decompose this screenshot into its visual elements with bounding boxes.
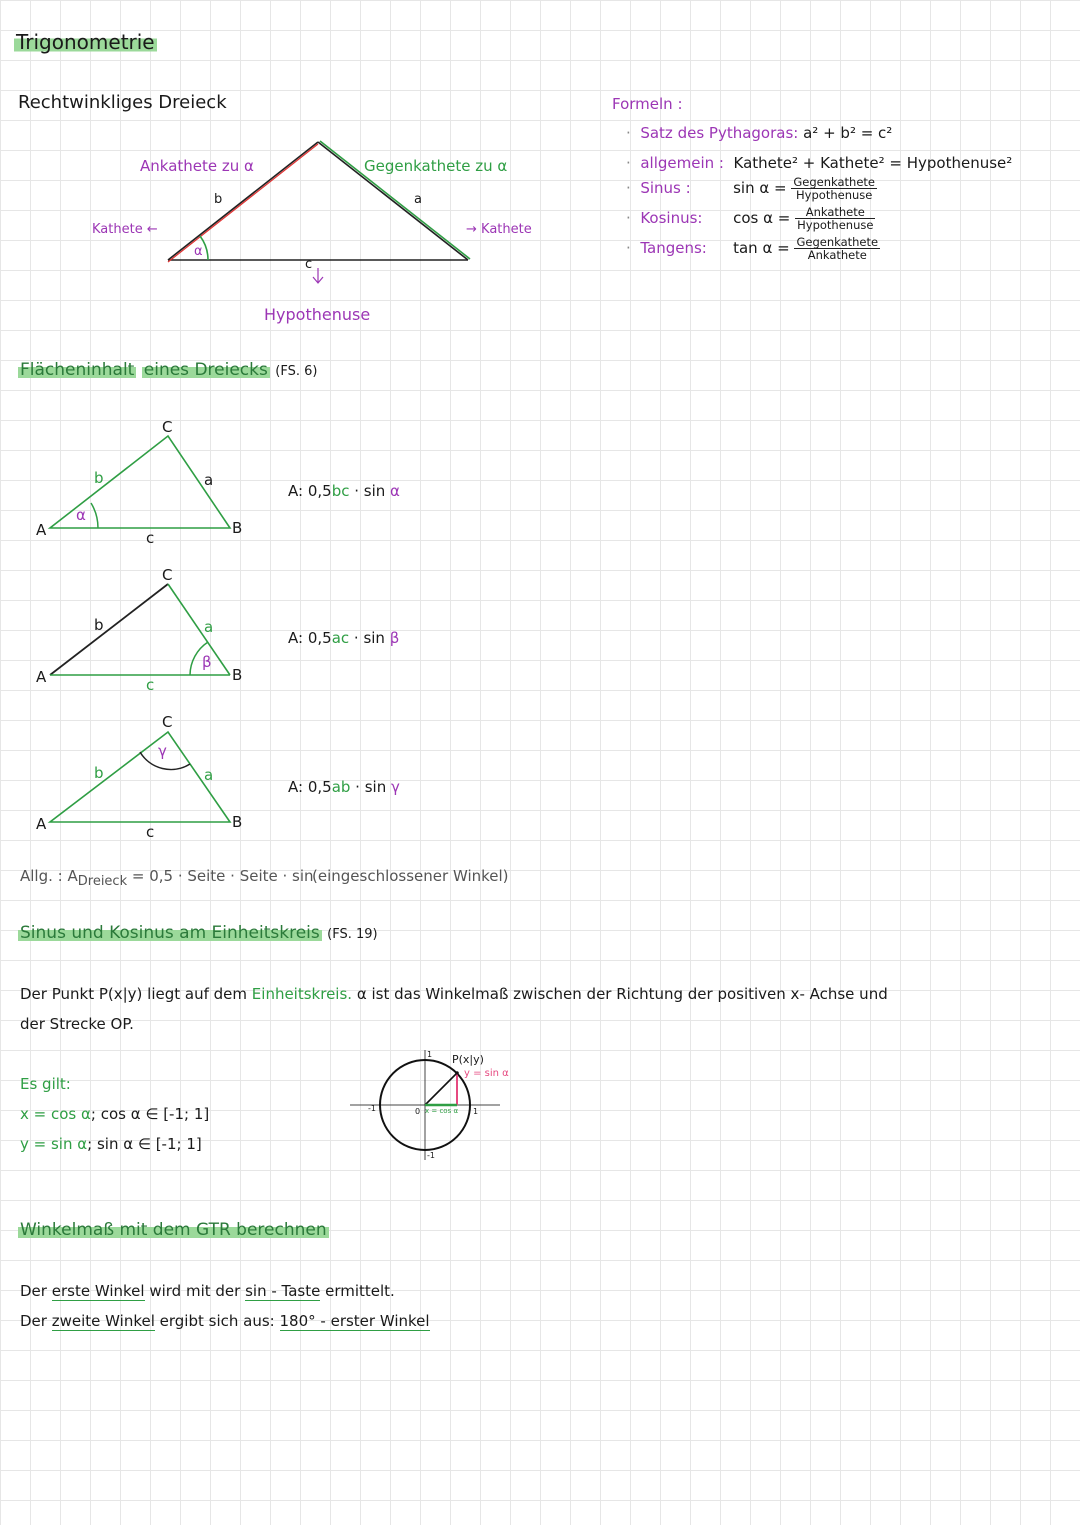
triangle-2-formula-angle: β <box>389 629 400 647</box>
triangle-3-formula-mid: · sin <box>350 778 391 796</box>
x-cos-label: x = cos α <box>425 1107 459 1115</box>
triangle-2-side-b: b <box>94 616 104 634</box>
area-general-note: (eingeschlossener Winkel) <box>312 867 509 885</box>
side-b-label: b <box>214 192 223 207</box>
formula-tangens: · Tangens: tan α = $\frac{\text{Gegenkathete}}{\text{Ankathete}}$ <box>626 235 879 263</box>
triangle-3-angle: γ <box>158 742 167 760</box>
triangle-1-formula-mid: · sin <box>349 482 391 500</box>
triangle-3-formula-prefix: A: 0,5 <box>288 778 332 796</box>
y-sin-label: y = sin α <box>464 1068 509 1079</box>
triangle-1-formula-angle: α <box>390 482 400 500</box>
tick-x-pos: 1 <box>473 1107 479 1116</box>
x-def: x = cos α <box>20 1105 91 1123</box>
formula-tangens-den: Ankathete <box>807 248 867 263</box>
formula-pythagoras: · Satz des Pythagoras: a² + b² = c² <box>626 124 893 142</box>
point-p-label: P(x|y) <box>452 1053 484 1066</box>
triangle-3-formula-sides: ab <box>331 778 351 796</box>
triangle-1-formula-sides: bc <box>331 482 350 500</box>
triangle-2-formula-sides: ac <box>331 629 350 647</box>
gtr-line2-a: Der <box>20 1312 47 1330</box>
gtr-line2-d: 180° - erster Winkel <box>279 1312 430 1330</box>
label-gegenkathete: Gegenkathete zu α <box>364 157 508 175</box>
formula-general-name: allgemein : <box>640 154 724 172</box>
page-title: Trigonometrie <box>16 30 155 54</box>
triangle-1-vertex-c: C <box>162 418 173 436</box>
radius-op <box>425 1073 457 1105</box>
gtr-line1-b: erste Winkel <box>51 1282 145 1300</box>
triangle-2-formula-prefix: A: 0,5 <box>288 629 332 647</box>
unit-circle-text-line2: der Strecke OP. <box>20 1015 134 1033</box>
gtr-line1 <box>20 1282 395 1300</box>
triangle-1-side-a: a <box>204 471 214 489</box>
triangle-2-side-c: c <box>146 676 155 694</box>
side-a-label: a <box>414 192 422 207</box>
triangle-3-vertex-a: A <box>36 815 47 833</box>
gtr-line2 <box>20 1312 430 1330</box>
triangle-1-vertex-b: B <box>232 519 243 537</box>
gtr-line2-c: ergibt sich aus: <box>159 1312 275 1330</box>
area-heading-part2: eines Dreiecks <box>143 360 268 380</box>
es-gilt-label: Es gilt: <box>20 1075 71 1093</box>
unit-circle-text-part1: Der Punkt P(x|y) liegt auf dem <box>20 985 248 1003</box>
triangle-1-side-c: c <box>146 529 155 547</box>
unit-circle-heading: Sinus und Kosinus am Einheitskreis <box>20 923 320 943</box>
formula-pythagoras-name: Satz des Pythagoras: <box>640 124 799 142</box>
unit-circle-text-part2: α ist das Winkelmaß zwischen der Richtung der positiven x- Achse und <box>356 985 888 1003</box>
y-def: y = sin α <box>20 1135 88 1153</box>
gtr-line1-e: ermittelt. <box>325 1282 395 1300</box>
gtr-line1-a: Der <box>20 1282 47 1300</box>
area-heading-part1: Flächeninhalt <box>20 360 135 380</box>
triangle-2-vertex-a: A <box>36 668 47 686</box>
area-general-sub: Dreieck <box>77 874 128 889</box>
triangle-3-vertex-c: C <box>162 713 173 731</box>
triangle-1-side-b: b <box>94 469 104 487</box>
formula-general-text: Kathete² + Kathete² = Hypothenuse² <box>733 154 1013 172</box>
label-kathete-right: → Kathete <box>466 222 532 237</box>
unit-circle-heading-ref: (FS. 19) <box>327 927 378 942</box>
formula-kosinus-fn: cos α = <box>733 209 791 228</box>
triangle-3-side-c: c <box>146 823 155 841</box>
area-heading-ref: (FS. 6) <box>275 364 318 379</box>
formula-sinus-name: Sinus : <box>640 179 691 198</box>
x-range: ; cos α ∈ [-1; 1] <box>90 1105 210 1123</box>
formula-kosinus: · Kosinus: cos α = $\frac{\text{Ankathete}}{\text{Hypothenuse}}$ <box>626 205 874 233</box>
formula-tangens-name: Tangens: <box>640 239 707 258</box>
side-c-label: c <box>305 257 313 272</box>
triangle-3-formula-angle: γ <box>390 778 400 796</box>
label-hypothenuse: Hypothenuse <box>264 305 371 324</box>
formula-general: · allgemein : Kathete² + Kathete² = Hypothenuse² <box>626 154 1013 172</box>
triangle-2-vertex-b: B <box>232 666 243 684</box>
formula-tangens-num: Gegenkathete <box>796 235 879 249</box>
formula-tangens-fn: tan α = <box>733 239 790 258</box>
label-ankathete: Ankathete zu α <box>140 157 254 175</box>
formula-sinus-fn: sin α = <box>733 179 787 198</box>
formulas-heading: Formeln : <box>612 95 683 113</box>
tick-x-neg: -1 <box>368 1104 376 1113</box>
gtr-heading: Winkelmaß mit dem GTR berechnen <box>20 1220 327 1240</box>
triangle-2-angle: β <box>202 653 212 671</box>
origin-label: 0 <box>415 1107 421 1116</box>
gtr-line2-b: zweite Winkel <box>51 1312 155 1330</box>
right-triangle-heading: Rechtwinkliges Dreieck <box>18 92 227 113</box>
formula-kosinus-name: Kosinus: <box>640 209 703 228</box>
formula-sinus-num: Gegenkathete <box>793 175 875 189</box>
formula-sinus-den: Hypothenuse <box>796 188 873 203</box>
point-p <box>455 1071 459 1075</box>
triangle-3-side-b: b <box>94 764 104 782</box>
y-range: ; sin α ∈ [-1; 1] <box>87 1135 202 1153</box>
area-general-formula-text: = 0,5 · Seite · Seite · sin <box>127 867 314 885</box>
triangle-2-vertex-c: C <box>162 566 173 584</box>
triangle-1-formula-prefix: A: 0,5 <box>288 482 332 500</box>
label-kathete-left: Kathete ← <box>92 222 158 237</box>
gtr-line1-d: sin - Taste <box>245 1282 321 1300</box>
formula-pythagoras-text: a² + b² = c² <box>803 124 893 142</box>
area-general-label: Allg. : A <box>20 867 78 885</box>
formula-kosinus-num: Ankathete <box>795 206 875 219</box>
triangle-1-vertex-a: A <box>36 521 47 539</box>
formula-sinus: · Sinus : sin α = $\frac{\text{Gegenkathete}}{\text{Hypothenuse}}$ <box>626 175 875 203</box>
tick-y-neg: -1 <box>427 1151 435 1160</box>
gtr-line1-c: wird mit der <box>149 1282 241 1300</box>
formula-kosinus-den: Hypothenuse <box>797 218 874 233</box>
triangle-2-side-a: a <box>204 618 214 636</box>
unit-circle-text-link: Einheitskreis. <box>251 985 353 1003</box>
angle-alpha-label: α <box>194 244 203 259</box>
triangle-1-angle: α <box>76 506 86 524</box>
tick-y-pos: 1 <box>427 1050 433 1059</box>
triangle-3-side-a: a <box>204 766 214 784</box>
triangle-2-formula-mid: · sin <box>349 629 390 647</box>
triangle-3-vertex-b: B <box>232 813 243 831</box>
